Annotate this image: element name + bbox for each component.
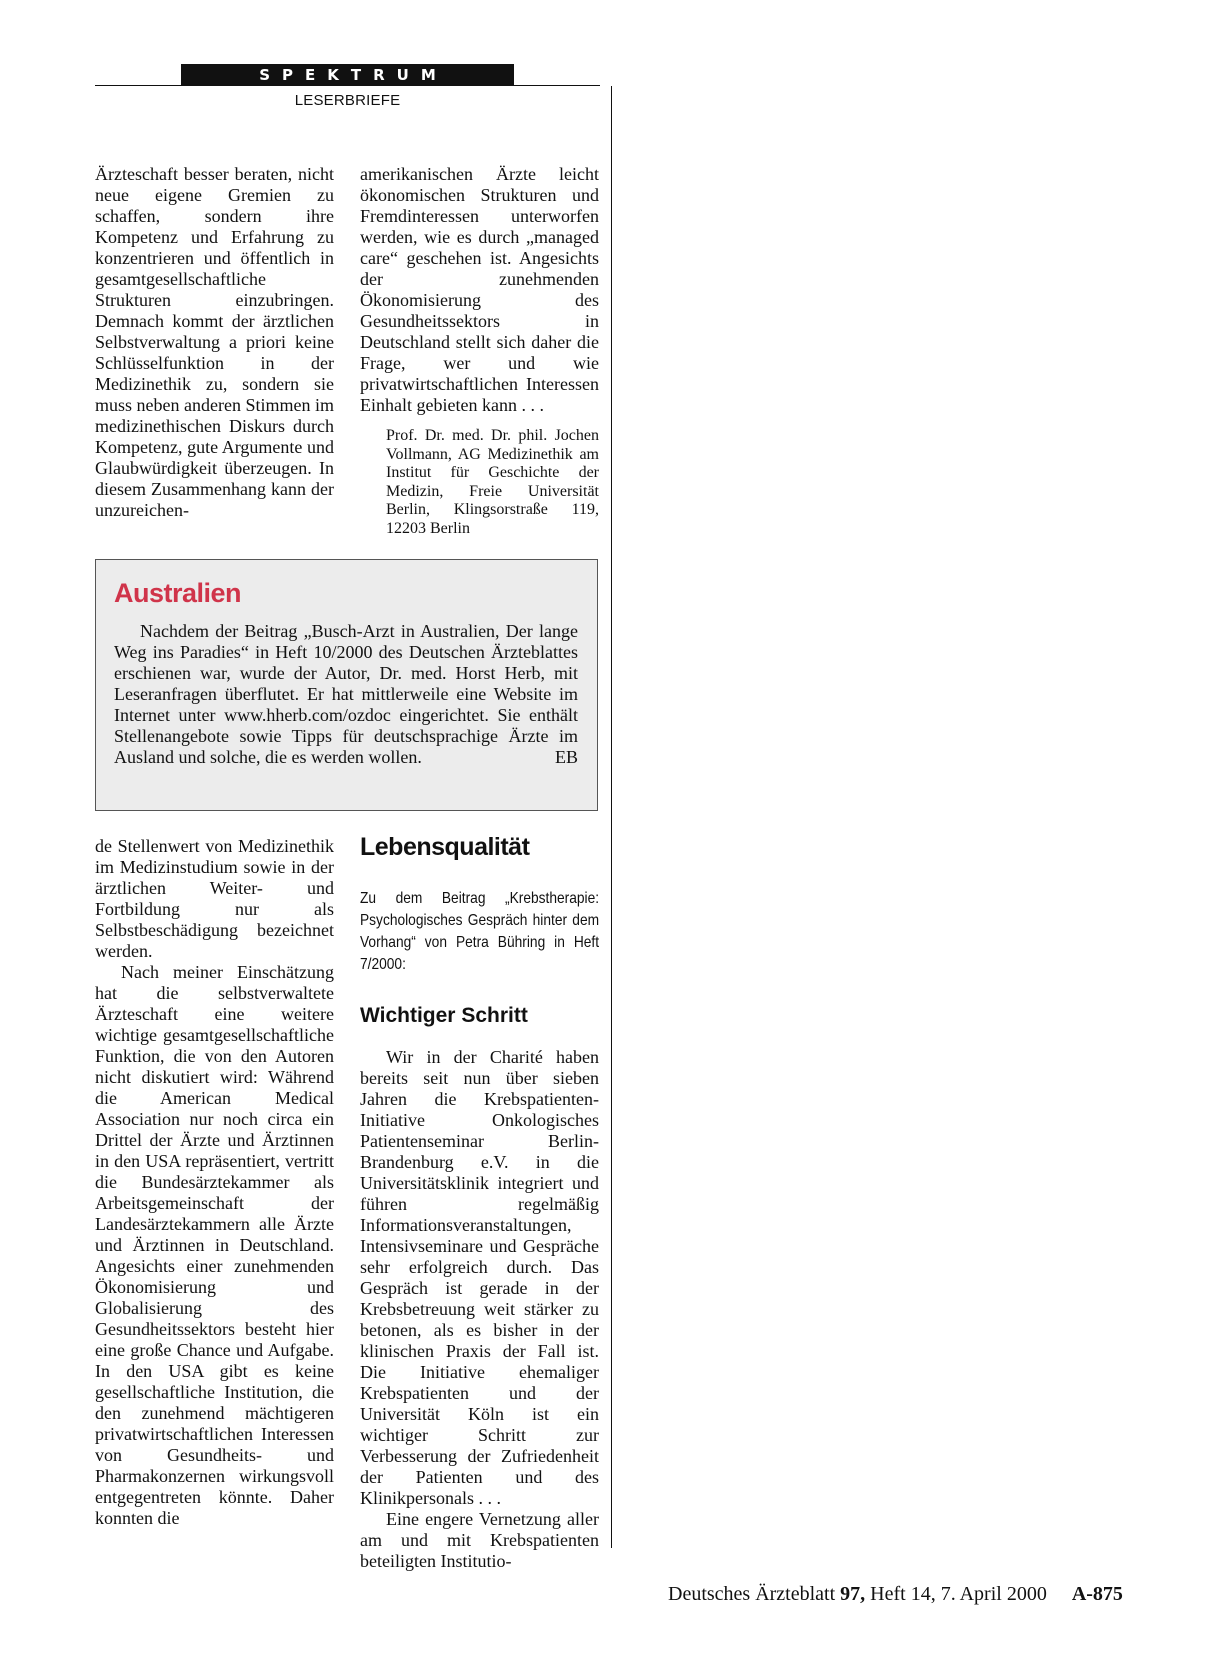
page-number: A-875	[1071, 1583, 1123, 1605]
letter-paragraph: Eine engere Vernetzung aller am und mit Krebspatienten beteiligten Institutio-	[360, 1509, 599, 1571]
info-box-text: Nachdem der Beitrag „Busch-Arzt in Australien, Der lange Weg ins Paradies“ in Heft 10/2000 des Deutschen Ärzteblattes erschienen war, wurde der Autor, Dr. med. Horst Herb, mit Leseranfragen überflutet. Er hat mittlerweile eine Website im Internet unter www.hherb.com/ozdoc eingerichtet. Sie enthält Stellenangebote sowie Tipps für deutschsprachige Ärzte im Ausland und solche, die es werden wollen.	[114, 621, 578, 767]
topic-heading: Lebensqualität	[360, 833, 530, 861]
page-footer	[668, 1583, 1123, 1606]
letter-column-3	[95, 836, 334, 1529]
reference-intro: Zu dem Beitrag „Krebstherapie: Psychologisches Gespräch hinter dem Vorhang“ von Petra Bühring in Heft 7/2000:	[360, 890, 600, 973]
letter-paragraph: Nach meiner Einschätzung hat die selbstverwaltete Ärzteschaft eine weitere wichtige gesamtgesellschaftliche Funktion, die von den Autoren nicht diskutiert wird: Während die American Medical Association nur noch circa ein Drittel der Ärzte und Ärztinnen in den USA repräsentiert, vertritt die Bundesärztekammer als Arbeitsgemeinschaft der Landesärztekammern alle Ärzte und Ärztinnen in Deutschland. Angesichts einer zunehmenden Ökonomisierung und Globalisierung des Gesundheitssektors besteht hier eine große Chance und Aufgabe. In den USA gibt es keine gesellschaftliche Institution, die den zunehmend mächtigeren privatwirtschaftlichen Interessen von Gesundheits- und Pharmakonzernen wirkungsvoll entgegentreten könnte. Daher konnten die	[95, 962, 334, 1528]
column-divider	[611, 86, 612, 1548]
journal-name: Deutsches Ärzteblatt	[668, 1583, 836, 1605]
journal-issue: Heft 14, 7. April 2000	[870, 1583, 1047, 1605]
letter-column-2	[360, 164, 599, 416]
letter-paragraph: Ärzteschaft besser beraten, nicht neue eigene Gremien zu schaffen, sondern ihre Kompetenz und Erfahrung zu konzentrieren und öffentlich in gesamtgesellschaftliche Strukturen einzubringen. Demnach kommt der ärztlichen Selbstverwaltung a priori keine Schlüsselfunktion in der Medizinethik zu, sondern sie muss neben anderen Stimmen im medizinethischen Diskurs durch Kompetenz, gute Argumente und Glaubwürdigkeit überzeugen. In diesem Zusammenhang kann der unzureichen-	[95, 164, 334, 520]
letter-paragraph: Wir in der Charité haben bereits seit nun über sieben Jahren die Krebspatienten-Initiative Onkologisches Patientenseminar Berlin-Brandenburg e.V. in die Universitätsklinik integriert und führen regelmäßig Informationsveranstaltungen, Intensivseminare und Gespräche sehr erfolgreich durch. Das Gespräch ist gerade in der Krebsbetreuung weit stärker zu betonen, als es bisher in der klinischen Praxis der Fall ist. Die Initiative ehemaliger Krebspatienten und der Universität Köln ist ein wichtiger Schritt zur Verbesserung der Zufriedenheit der Patienten und des Klinikpersonals . . .	[360, 1047, 599, 1508]
section-header: SPEKTRUM	[181, 64, 514, 86]
letter-column-4	[360, 1047, 599, 1572]
info-box-body	[114, 621, 578, 768]
section-label: LESERBRIEFE	[294, 92, 401, 109]
letter-column-1	[95, 164, 334, 521]
info-box-sign: EB	[554, 747, 578, 767]
header-rule	[95, 85, 600, 86]
journal-volume: 97,	[840, 1583, 866, 1605]
letter-paragraph: amerikanischen Ärzte leicht ökonomischen Strukturen und Fremdinteressen unterworfen werden, wie es durch „managed care“ geschehen ist. Angesichts der zunehmenden Ökonomisierung des Gesundheitssektors in Deutschland stellt sich daher die Frage, wer und wie privatwirtschaftlichen Interessen Einhalt gebieten kann . . .	[360, 164, 599, 415]
info-box-title: Australien	[114, 578, 242, 608]
info-box	[95, 559, 598, 811]
letter-paragraph: de Stellenwert von Medizinethik im Medizinstudium sowie in der ärztlichen Weiter- und Fortbildung nur als Selbstbeschädigung bezeichnet werden.	[95, 836, 334, 961]
letter-signature: Prof. Dr. med. Dr. phil. Jochen Vollmann, AG Medizinethik am Institut für Geschichte der Medizin, Freie Universität Berlin, Klingsorstraße 119, 12203 Berlin	[386, 427, 599, 537]
letter-title: Wichtiger Schritt	[360, 1004, 528, 1027]
